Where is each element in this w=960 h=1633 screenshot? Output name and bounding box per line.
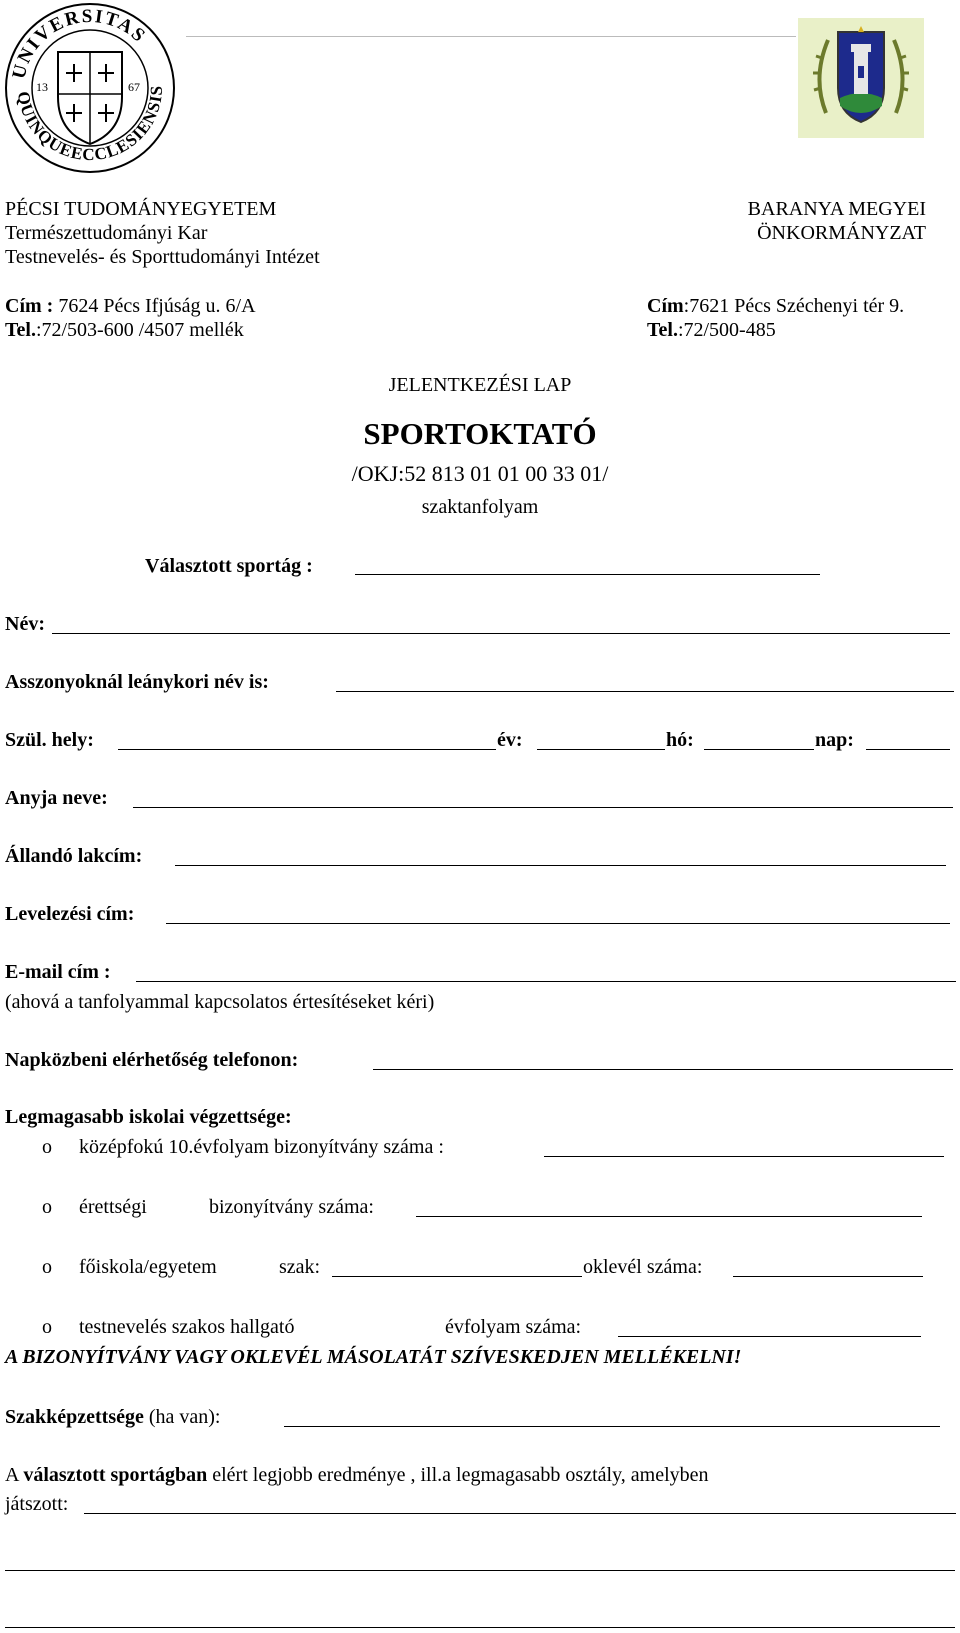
- org-county: BARANYA MEGYEI: [747, 198, 926, 220]
- left-address-label: Cím :: [5, 295, 54, 317]
- header-divider: [186, 36, 796, 37]
- diploma-number-field[interactable]: [733, 1276, 923, 1277]
- year-number-field[interactable]: [618, 1336, 921, 1337]
- option-bullet-3[interactable]: o: [42, 1256, 52, 1278]
- education-heading: Legmagasabb iskolai végzettsége:: [5, 1106, 292, 1128]
- org-university: PÉCSI TUDOMÁNYEGYETEM: [5, 198, 277, 220]
- right-phone-value: :72/500-485: [677, 319, 776, 341]
- email-field[interactable]: [136, 981, 956, 982]
- org-faculty: Természettudományi Kar: [5, 222, 208, 244]
- qualification-field[interactable]: [284, 1426, 940, 1427]
- secondary-certificate-field[interactable]: [544, 1156, 944, 1157]
- birth-month-label: hó:: [666, 729, 694, 751]
- mother-name-field[interactable]: [133, 807, 953, 808]
- course-title: SPORTOKTATÓ: [363, 416, 597, 451]
- birth-day-field[interactable]: [866, 749, 950, 750]
- diploma-number-label: oklevél száma:: [583, 1256, 703, 1278]
- permanent-address-field[interactable]: [175, 865, 946, 866]
- option-secondary-label: középfokú 10.évfolyam bizonyítvány száma :: [79, 1136, 444, 1158]
- left-address-value: 7624 Pécs Ifjúság u. 6/A: [53, 295, 256, 317]
- course-type: szaktanfolyam: [421, 496, 539, 518]
- email-note: (ahová a tanfolyammal kapcsolatos értesítéseket kéri): [5, 991, 435, 1013]
- left-phone-value: :72/503-600 /4507 mellék: [35, 319, 244, 341]
- left-address: [5, 296, 256, 316]
- email-label: E-mail cím :: [5, 961, 111, 983]
- played-label: játszott:: [5, 1493, 69, 1515]
- option-pe-student-label: testnevelés szakos hallgató: [79, 1316, 295, 1338]
- birth-place-label: Szül. hely:: [5, 729, 94, 751]
- best-result-label: [5, 1465, 709, 1485]
- option-bullet-1[interactable]: o: [42, 1136, 52, 1158]
- sport-label: Választott sportág :: [145, 555, 313, 577]
- best-result-field-1[interactable]: [84, 1513, 956, 1514]
- option-bullet-2[interactable]: o: [42, 1196, 52, 1218]
- birth-year-label: év:: [497, 729, 523, 751]
- right-address: [647, 296, 904, 316]
- permanent-address-label: Állandó lakcím:: [5, 845, 143, 867]
- okj-code: /OKJ:52 813 01 01 00 33 01/: [351, 461, 609, 486]
- maiden-name-field[interactable]: [336, 691, 954, 692]
- right-phone: [647, 320, 776, 340]
- org-county-government: ÖNKORMÁNYZAT: [757, 222, 926, 244]
- birth-place-field[interactable]: [118, 749, 496, 750]
- option-university-label: főiskola/egyetem: [79, 1256, 217, 1278]
- form-name: JELENTKEZÉSI LAP: [388, 374, 572, 396]
- right-address-value: :7621 Pécs Széchenyi tér 9.: [683, 295, 905, 317]
- right-address-label: Cím: [647, 295, 684, 317]
- qualification-label: [5, 1407, 221, 1427]
- qualification-label-paren: (ha van):: [143, 1406, 221, 1428]
- option-bullet-4[interactable]: o: [42, 1316, 52, 1338]
- birth-year-field[interactable]: [537, 749, 665, 750]
- seal-year-1: 13: [36, 80, 48, 94]
- best-result-post: elért legjobb eredménye , ill.a legmagasabb osztály, amelyben: [207, 1464, 709, 1486]
- name-label: Név:: [5, 613, 45, 635]
- university-seal-logo: [4, 2, 176, 174]
- option-matura-label: érettségi: [79, 1196, 147, 1218]
- mailing-address-label: Levelezési cím:: [5, 903, 135, 925]
- county-coat-of-arms-logo: [798, 18, 924, 138]
- left-phone: [5, 320, 244, 340]
- phone-label: Napközbeni elérhetőség telefonon:: [5, 1049, 299, 1071]
- phone-field[interactable]: [373, 1069, 953, 1070]
- sport-field[interactable]: [355, 574, 820, 575]
- maiden-name-label: Asszonyoknál leánykori név is:: [5, 671, 269, 693]
- matura-certificate-label: bizonyítvány száma:: [209, 1196, 374, 1218]
- name-field[interactable]: [52, 633, 950, 634]
- best-result-field-2[interactable]: [5, 1570, 955, 1571]
- major-label: szak:: [279, 1256, 321, 1278]
- seal-year-2: 67: [128, 80, 140, 94]
- mother-name-label: Anyja neve:: [5, 787, 108, 809]
- matura-certificate-field[interactable]: [416, 1216, 922, 1217]
- birth-month-field[interactable]: [704, 749, 814, 750]
- left-phone-label: Tel.: [5, 319, 36, 341]
- major-field[interactable]: [332, 1276, 582, 1277]
- attachment-notice: A BIZONYÍTVÁNY VAGY OKLEVÉL MÁSOLATÁT SZÍVESKEDJEN MELLÉKELNI!: [5, 1346, 742, 1368]
- org-institute: Testnevelés- és Sporttudományi Intézet: [5, 246, 320, 268]
- best-result-bold: választott sportágban: [23, 1464, 208, 1486]
- svg-text:QUINQUEECCLESIENSIS: QUINQUEECCLESIENSIS: [13, 84, 167, 165]
- best-result-field-3[interactable]: [5, 1627, 955, 1628]
- year-number-label: évfolyam száma:: [445, 1316, 582, 1338]
- mailing-address-field[interactable]: [166, 923, 950, 924]
- qualification-label-main: Szakképzettsége: [5, 1406, 144, 1428]
- svg-text:UNIVERSITAS: UNIVERSITAS: [8, 5, 151, 81]
- best-result-pre: A: [5, 1464, 24, 1486]
- right-phone-label: Tel.: [647, 319, 678, 341]
- birth-day-label: nap:: [815, 729, 854, 751]
